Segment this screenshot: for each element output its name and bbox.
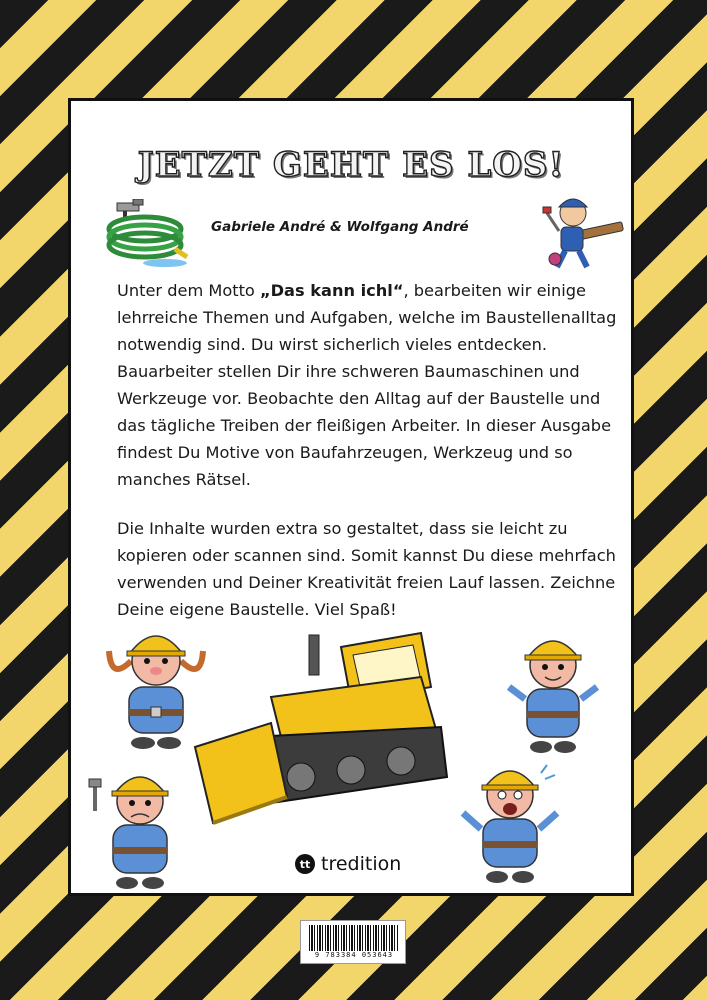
worker-with-wrench-illustration	[85, 761, 195, 891]
publisher-mark: tt	[295, 854, 315, 874]
scared-worker-illustration	[455, 755, 565, 885]
isbn-barcode	[300, 920, 406, 964]
publisher-logo	[295, 853, 401, 875]
barcode-bars	[309, 925, 399, 951]
intro-paragraph	[117, 277, 617, 493]
intro-continuation: , bearbeiten wir einige lehrreiche Themen und Aufgaben, welche im Baustellenalltag notwendig sind. Du wirst sicherlich vieles entdecken. Bauarbeiter stellen Dir ihre schweren Baumaschinen und Werkzeuge vor. Beobachte den Alltag auf der Baustelle und das tägliche Treiben der fleißigen Arbeiter. In dieser Ausgabe findest Du Motive von Baufahrzeugen, Werkzeug und so manches Rätsel.	[117, 281, 617, 489]
intro-text: Unter dem Motto	[117, 281, 260, 300]
authors: Gabriele André & Wolfgang André	[211, 219, 469, 235]
worker-with-tools-illustration	[537, 193, 627, 273]
motto-text: „Das kann ichl“	[259, 281, 404, 300]
garden-hose-illustration	[105, 199, 197, 269]
worker-waving-illustration	[503, 625, 603, 755]
barcode-number: 9 783384 053643	[314, 951, 394, 959]
publisher-name: tredition	[321, 853, 402, 875]
usage-paragraph: Die Inhalte wurden extra so gestaltet, dass sie leicht zu kopieren oder scannen sind. Somit kannst Du diese mehrfach verwenden und Deiner Kreativität freien Lauf lassen. Zeichne Deine eigene Baustelle. Viel Spaß!	[117, 519, 616, 619]
bulldozer-illustration	[191, 627, 451, 837]
cover-title: JETZT GEHT ES LOS!	[137, 145, 565, 185]
cover-panel	[68, 98, 634, 896]
